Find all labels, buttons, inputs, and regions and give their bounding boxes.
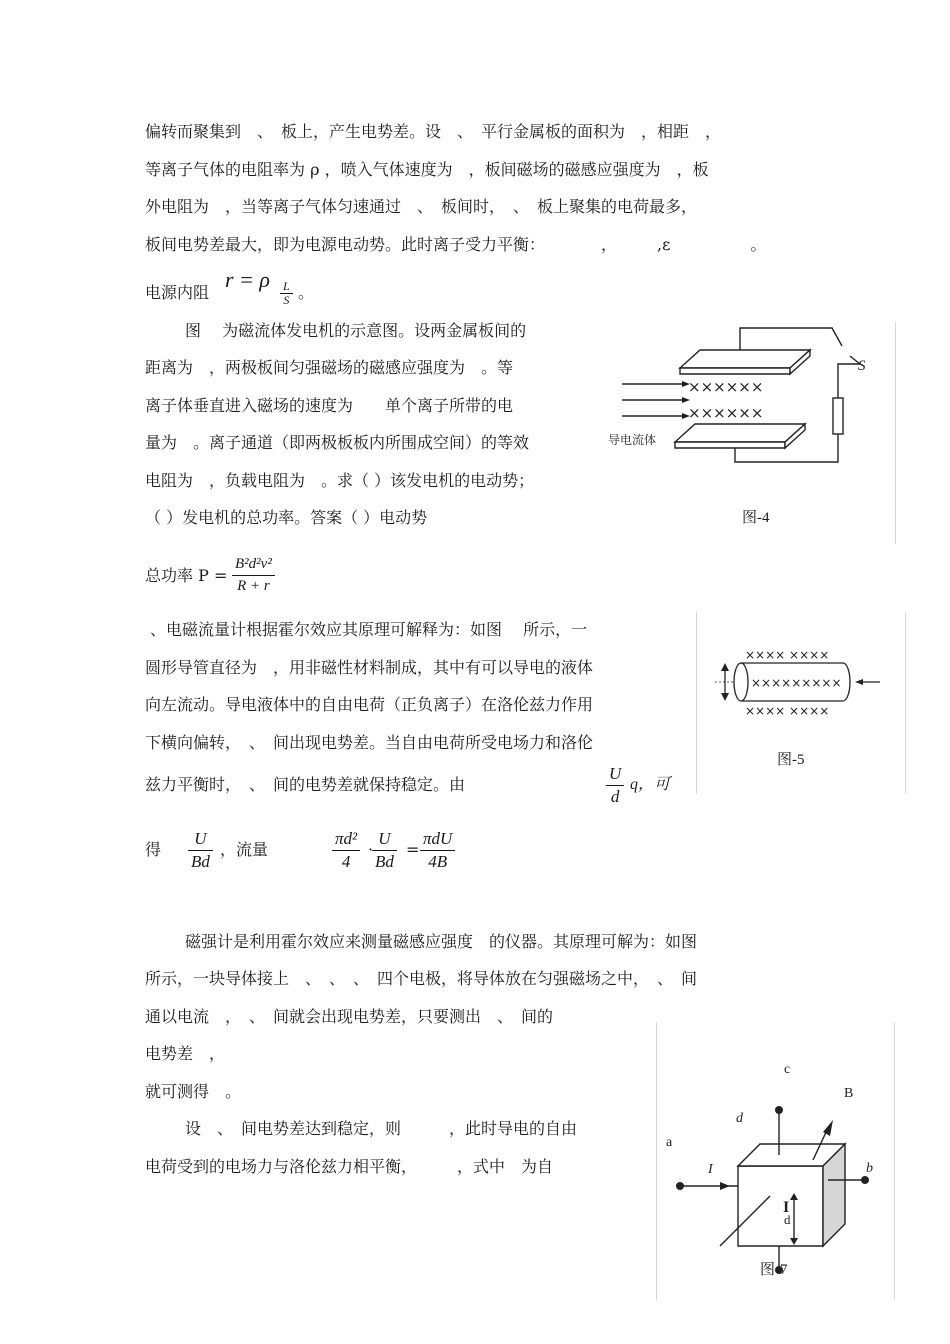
flow-fraction-2 xyxy=(372,828,397,873)
magnetic-field-label: B xyxy=(844,1086,854,1101)
figure-7-right-divider xyxy=(894,1022,895,1300)
para3-line-4: 下横向偏转， 、 间出现电势差。当自由电荷所受电场力和洛伦 xyxy=(145,733,594,752)
resistance-end: 。 xyxy=(298,283,315,302)
electrode-c-label: c xyxy=(784,1062,791,1077)
figure-4-mhd-generator xyxy=(600,320,880,530)
figure-5-left-divider xyxy=(696,612,697,794)
field-fraction xyxy=(606,763,624,808)
resistance-formula: r = ρ xyxy=(225,267,270,292)
velocity-numerator: U xyxy=(188,828,213,851)
cross-middle: ××××××××× xyxy=(751,676,842,690)
para1-line-1: 偏转而聚集到 、 板上，产生电势差。设 、 平行金属板的面积为 ，相距 ， xyxy=(145,122,722,141)
power-denominator: R + r xyxy=(237,578,270,594)
result-prefix: 得 xyxy=(145,840,162,859)
cross-row-1: ×××××× xyxy=(688,378,764,396)
figure-7-caption: 图-7 xyxy=(760,1262,788,1278)
flow-fraction-1 xyxy=(332,828,360,873)
para2-line-3: 离子体垂直进入磁场的速度为 单个离子所带的电 xyxy=(145,396,514,415)
field-denominator: d xyxy=(610,787,620,806)
flow-f1-denominator: 4 xyxy=(341,852,351,871)
figure-5-flowmeter xyxy=(705,645,895,735)
flow-f2-numerator: U xyxy=(372,828,397,851)
power-label: 总功率 P = xyxy=(145,566,228,585)
para4-line-7: 电荷受到的电场力与洛伦兹力相平衡， ，式中 为自 xyxy=(145,1157,554,1176)
para4-line-2: 所示，一块导体接上 、 、 、 四个电极，将导体放在匀强磁场之中， 、 间 xyxy=(145,969,698,988)
velocity-fraction xyxy=(188,828,213,873)
current-label: I xyxy=(708,1162,713,1177)
para2-line-6: （ ）发电机的总功率。答案（ ）电动势 xyxy=(145,508,428,527)
figure-5-right-divider xyxy=(905,612,906,794)
inner-current-label: I xyxy=(783,1199,790,1216)
para3-line-3: 向左流动。导电液体中的自由电荷（正负离子）在洛伦兹力作用 xyxy=(145,695,594,714)
velocity-denominator: Bd xyxy=(191,852,210,871)
para3-line-1: 、电磁流量计根据霍尔效应其原理可解释为：如图 所示，一 xyxy=(150,620,588,639)
flow-label: ，流量 xyxy=(220,840,269,859)
figure-divider xyxy=(895,322,896,544)
electrode-a-label: a xyxy=(666,1135,673,1150)
flow-f1-numerator: πd² xyxy=(332,828,360,851)
para1-line-4: 板间电势差最大，即为电源电动势。此时离子受力平衡： ， ,ε 。 xyxy=(145,235,767,254)
electrode-d-label: d xyxy=(736,1111,743,1126)
flow-fraction-3 xyxy=(420,828,455,873)
cross-bottom: ×××× ×××× xyxy=(745,704,830,718)
resistance-denominator: S xyxy=(283,293,290,307)
power-fraction xyxy=(232,554,275,597)
para2-line-4: 量为 。离子通道（即两极板板内所围成空间）的等效 xyxy=(145,433,530,452)
resistance-fraction xyxy=(280,280,293,307)
para4-line-3: 通以电流 ， 、 间就会出现电势差，只要测出 、 间的 xyxy=(145,1007,554,1026)
figure-5-caption: 图-5 xyxy=(777,752,805,768)
field-numerator: U xyxy=(606,763,624,786)
flow-equals: = xyxy=(406,840,420,859)
fluid-label: 导电流体 xyxy=(608,433,657,447)
para1-line-3: 外电阻为 ，当等离子气体匀速通过 、 板间时， 、 板上聚集的电荷最多， xyxy=(145,197,698,216)
internal-resistance-label: 电源内阻 xyxy=(145,283,210,302)
field-tail: q，可 xyxy=(630,776,671,793)
switch-label: S xyxy=(858,358,866,374)
flow-f2-denominator: Bd xyxy=(375,852,394,871)
para4-line-5: 就可测得 。 xyxy=(145,1082,242,1101)
para3-line-2: 圆形导管直径为 ，用非磁性材料制成，其中有可以导电的液体 xyxy=(145,658,594,677)
power-numerator: B²d²v² xyxy=(232,554,275,576)
para4-line-4: 电势差 ， xyxy=(145,1044,226,1063)
electrode-b-label: b xyxy=(866,1161,873,1176)
para2-line-2: 距离为 ，两极板间匀强磁场的磁感应强度为 。等 xyxy=(145,358,514,377)
figure-4-caption: 图-4 xyxy=(742,510,770,526)
inner-d-label: d xyxy=(784,1212,791,1227)
para2-line-5: 电阻为 ，负载电阻为 。求（ ）该发电机的电动势； xyxy=(145,471,535,490)
para2-line-1: 图 为磁流体发电机的示意图。设两金属板间的 xyxy=(185,321,527,340)
cross-row-2: ×××××× xyxy=(688,404,764,422)
para1-line-2: 等离子气体的电阻率为 ρ ，喷入气体速度为 ，板间磁场的磁感应强度为 ，板 xyxy=(145,160,709,179)
cross-top: ×××× ×××× xyxy=(745,648,830,662)
flow-f3-numerator: πdU xyxy=(420,828,455,851)
flow-f3-denominator: 4B xyxy=(428,852,448,871)
para4-line-6: 设 、 间电势差达到稳定，则 ，此时导电的自由 xyxy=(185,1119,578,1138)
figure-7-left-divider xyxy=(656,1022,657,1300)
resistance-numerator: L xyxy=(280,280,293,294)
para3-line-5: 兹力平衡时， 、 间的电势差就保持稳定。由 xyxy=(145,775,466,794)
flow-dot: · xyxy=(368,840,374,859)
para4-line-1: 磁强计是利用霍尔效应来测量磁感应强度 的仪器。其原理可解为：如图 xyxy=(185,932,698,951)
